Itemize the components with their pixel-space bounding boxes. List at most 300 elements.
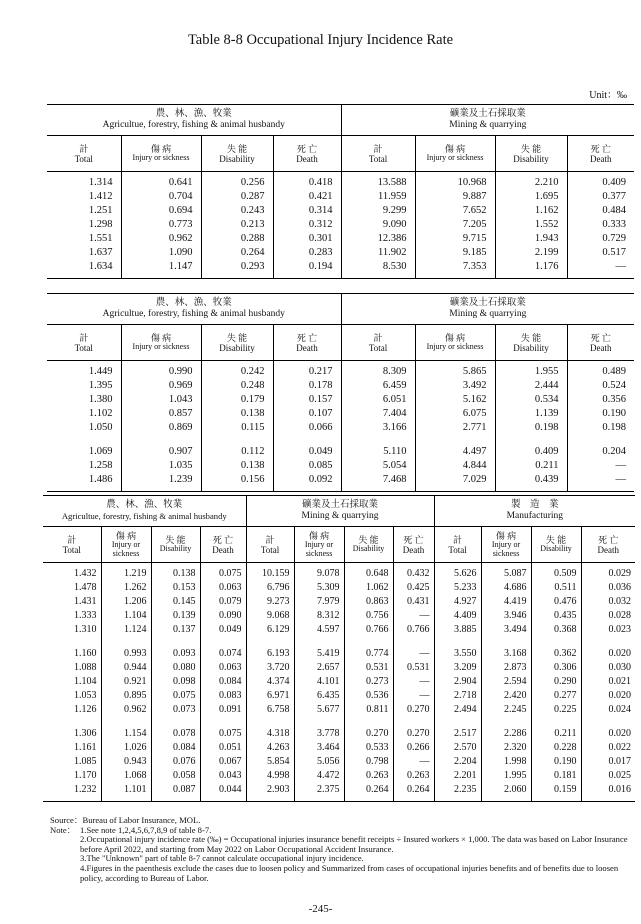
table-row xyxy=(47,445,634,459)
table-row xyxy=(43,689,635,703)
table-cell: 1.239 xyxy=(121,473,201,487)
table-cell: 3.464 xyxy=(294,741,344,755)
col-injury: 傷 病 Injury or sickness xyxy=(294,527,344,563)
table-cell: 1.995 xyxy=(481,769,531,783)
table-cell: 0.145 xyxy=(151,595,200,609)
table-cell: 1.251 xyxy=(88,205,113,216)
table-cell: 0.139 xyxy=(151,609,200,623)
table-cell: 0.264 xyxy=(393,783,434,797)
table-cell: 0.287 xyxy=(201,190,273,204)
table-cell: 2.060 xyxy=(481,783,531,797)
table-cell: 0.263 xyxy=(393,769,434,783)
table-cell: 0.290 xyxy=(531,675,581,689)
table-cell: 1.306 xyxy=(74,728,97,739)
table-row xyxy=(47,176,634,190)
table-cell: 2.494 xyxy=(434,703,481,717)
table-cell: 2.199 xyxy=(495,246,567,260)
table-cell: 0.756 xyxy=(344,609,393,623)
table-cell: 7.468 xyxy=(341,473,415,487)
table-row xyxy=(43,595,635,609)
table-cell: 4.374 xyxy=(246,675,294,689)
table-cell: 0.157 xyxy=(273,393,341,407)
table-cell: 1.298 xyxy=(88,219,113,230)
table-cell: 9.068 xyxy=(246,609,294,623)
table-cell: 1.053 xyxy=(74,690,97,701)
table-cell: 0.017 xyxy=(581,755,635,769)
table-cell: 6.075 xyxy=(415,407,495,421)
table-row xyxy=(47,365,634,379)
table-cell: 1.035 xyxy=(121,459,201,473)
table-section-2 xyxy=(47,293,634,492)
source-note: Source：Bureau of Labor Insurance, MOL. xyxy=(50,815,201,825)
page-number: -245- xyxy=(308,903,333,915)
table-cell: 1.101 xyxy=(101,783,151,797)
table-row xyxy=(43,703,635,717)
table-cell: 2.235 xyxy=(434,783,481,797)
table-cell: 0.198 xyxy=(567,421,634,435)
table-cell: 0.043 xyxy=(200,769,246,783)
table-cell: 0.067 xyxy=(200,755,246,769)
col-disability: 失 能 Disability xyxy=(344,527,393,563)
table-cell: 0.301 xyxy=(273,232,341,246)
table-cell: 5.054 xyxy=(341,459,415,473)
table-cell: 9.185 xyxy=(415,246,495,260)
col-injury: 傷 病 Injury or sickness xyxy=(121,325,201,361)
table-cell: 11.959 xyxy=(341,190,415,204)
table-cell: 0.729 xyxy=(567,232,634,246)
table-cell: 0.766 xyxy=(393,623,434,637)
col-disability: 失 能 Disability xyxy=(495,136,567,172)
table-cell: 2.286 xyxy=(481,727,531,741)
table-cell: 0.091 xyxy=(200,703,246,717)
table-cell: 0.863 xyxy=(344,595,393,609)
table-cell: 0.524 xyxy=(567,379,634,393)
table-cell: 0.051 xyxy=(200,741,246,755)
note-label: Note： xyxy=(50,824,76,835)
table-row xyxy=(43,755,635,769)
table-cell: 0.266 xyxy=(393,741,434,755)
table-cell: 9.090 xyxy=(341,218,415,232)
table-cell: 7.979 xyxy=(294,595,344,609)
table-cell: 1.551 xyxy=(88,233,113,244)
table-cell: 0.080 xyxy=(151,661,200,675)
table-cell: 5.865 xyxy=(415,365,495,379)
table-cell: 0.314 xyxy=(273,204,341,218)
table-cell: 4.497 xyxy=(415,445,495,459)
table-cell: 3.885 xyxy=(434,623,481,637)
table-cell: 8.530 xyxy=(341,260,415,274)
table-cell: 0.704 xyxy=(121,190,201,204)
col-total: 計 Total xyxy=(434,527,481,563)
table-cell: 0.962 xyxy=(101,703,151,717)
table-cell: 1.043 xyxy=(121,393,201,407)
table-cell: 3.720 xyxy=(246,661,294,675)
table-cell: 5.626 xyxy=(434,567,481,581)
table-cell: 6.129 xyxy=(246,623,294,637)
table-row xyxy=(43,741,635,755)
table-cell: 0.044 xyxy=(200,783,246,797)
table-cell: 0.204 xyxy=(567,445,634,459)
spacer-row xyxy=(43,717,635,727)
table-section-1 xyxy=(47,104,634,279)
table-cell: 0.063 xyxy=(200,661,246,675)
table-cell: 0.694 xyxy=(121,204,201,218)
table-cell: 0.270 xyxy=(393,703,434,717)
table-cell: 1.162 xyxy=(495,204,567,218)
table-cell: 0.087 xyxy=(151,783,200,797)
table-cell: 0.368 xyxy=(531,623,581,637)
table-cell: 5.087 xyxy=(481,567,531,581)
table-cell: 3.168 xyxy=(481,647,531,661)
table-cell: 13.588 xyxy=(341,176,415,190)
table-cell: 0.075 xyxy=(200,727,246,741)
table-cell: 1.380 xyxy=(88,394,113,405)
table-cell: 0.211 xyxy=(495,459,567,473)
spacer-row xyxy=(43,637,635,647)
table-cell: 7.205 xyxy=(415,218,495,232)
table-cell: 6.796 xyxy=(246,581,294,595)
table-cell: 0.533 xyxy=(344,741,393,755)
table-cell: 0.536 xyxy=(344,689,393,703)
table-cell: 0.198 xyxy=(495,421,567,435)
table-cell: 0.156 xyxy=(201,473,273,487)
table-cell: 0.074 xyxy=(200,647,246,661)
table-cell: 0.073 xyxy=(151,703,200,717)
table-cell: 1.262 xyxy=(101,581,151,595)
col-death: 死 亡 Death xyxy=(581,527,635,563)
table-cell: 6.971 xyxy=(246,689,294,703)
col-disability: 失 能 Disability xyxy=(531,527,581,563)
table-cell: 1.432 xyxy=(74,568,97,579)
table-cell: 0.431 xyxy=(393,595,434,609)
table-cell: 5.162 xyxy=(415,393,495,407)
table-row xyxy=(47,232,634,246)
table-cell: — xyxy=(393,647,434,661)
table-cell: 11.902 xyxy=(341,246,415,260)
table-cell: 0.962 xyxy=(121,232,201,246)
table-cell: 1.069 xyxy=(88,446,113,457)
table-cell: 2.210 xyxy=(495,176,567,190)
table-cell: 9.715 xyxy=(415,232,495,246)
table-cell: 0.036 xyxy=(581,581,635,595)
table-cell: 1.486 xyxy=(88,474,113,485)
table-cell: 9.273 xyxy=(246,595,294,609)
note-item: 4.Figures in the paenthesis exclude the cases due to loosen policy and Summarized from cases of occupational injuries benefits and of benefits due to loosen policy, according to Bureau of Labor. xyxy=(80,862,619,883)
table-cell: 0.306 xyxy=(531,661,581,675)
table-cell: 0.511 xyxy=(531,581,581,595)
table-cell: 0.377 xyxy=(567,190,634,204)
table-cell: 3.550 xyxy=(434,647,481,661)
table-cell: 1.160 xyxy=(74,648,97,659)
table-cell: 1.431 xyxy=(74,596,97,607)
table-cell: 3.166 xyxy=(341,421,415,435)
table-cell: 1.090 xyxy=(121,246,201,260)
table-cell: 0.242 xyxy=(201,365,273,379)
table-cell: 0.076 xyxy=(151,755,200,769)
table-cell: 0.256 xyxy=(201,176,273,190)
table-cell: 2.904 xyxy=(434,675,481,689)
table-cell: 2.517 xyxy=(434,727,481,741)
table-cell: 0.356 xyxy=(567,393,634,407)
table-cell: 5.419 xyxy=(294,647,344,661)
table-row xyxy=(43,727,635,741)
table-cell: 0.421 xyxy=(273,190,341,204)
table-cell: 1.170 xyxy=(74,770,97,781)
table-cell: 7.404 xyxy=(341,407,415,421)
table-cell: 0.181 xyxy=(531,769,581,783)
table-cell: 0.024 xyxy=(581,703,635,717)
table-cell: 6.435 xyxy=(294,689,344,703)
table-cell: 0.641 xyxy=(121,176,201,190)
table-cell: 0.362 xyxy=(531,647,581,661)
table-cell: 0.248 xyxy=(201,379,273,393)
table-cell: 0.021 xyxy=(581,675,635,689)
table-cell: 2.375 xyxy=(294,783,344,797)
col-disability: 失 能 Disability xyxy=(201,136,273,172)
table-cell: 7.029 xyxy=(415,473,495,487)
table-cell: — xyxy=(393,609,434,623)
table-cell: 0.022 xyxy=(581,741,635,755)
note-item: 1.See note 1,2,4,5,6,7,8,9 of table 8-7. xyxy=(80,824,212,835)
spacer-row xyxy=(43,797,635,802)
table-cell: 0.058 xyxy=(151,769,200,783)
table-cell: 1.154 xyxy=(101,727,151,741)
col-disability: 失 能 Disability xyxy=(201,325,273,361)
table-cell: 0.137 xyxy=(151,623,200,637)
table-row xyxy=(47,260,634,274)
col-total: 計 Total xyxy=(341,136,415,172)
table-row xyxy=(47,190,634,204)
table-cell: 1.333 xyxy=(74,610,97,621)
table-cell: 0.020 xyxy=(581,727,635,741)
table-cell: 10.159 xyxy=(246,567,294,581)
table-cell: 0.016 xyxy=(581,783,635,797)
col-death: 死 亡 Death xyxy=(567,325,634,361)
table-cell: 1.412 xyxy=(88,191,113,202)
table-cell: 0.293 xyxy=(201,260,273,274)
table-row xyxy=(47,459,634,473)
table-cell: 0.277 xyxy=(531,689,581,703)
table-cell: — xyxy=(567,473,634,487)
table-cell: 4.409 xyxy=(434,609,481,623)
table-cell: 0.990 xyxy=(121,365,201,379)
table-cell: 5.854 xyxy=(246,755,294,769)
table-cell: 2.201 xyxy=(434,769,481,783)
table-row xyxy=(43,581,635,595)
table-cell: 0.063 xyxy=(200,581,246,595)
col-death: 死 亡 Death xyxy=(200,527,246,563)
table-cell: 1.088 xyxy=(74,662,97,673)
table-cell: 0.066 xyxy=(273,421,341,435)
table-cell: 8.312 xyxy=(294,609,344,623)
table-cell: 0.084 xyxy=(151,741,200,755)
table-cell: 0.078 xyxy=(151,727,200,741)
table-cell: 5.233 xyxy=(434,581,481,595)
table-cell: 0.138 xyxy=(201,407,273,421)
table-cell: 2.245 xyxy=(481,703,531,717)
table-cell: 3.494 xyxy=(481,623,531,637)
table-cell: 2.444 xyxy=(495,379,567,393)
table-cell: 1.219 xyxy=(101,567,151,581)
table-cell: 0.439 xyxy=(495,473,567,487)
table-cell: — xyxy=(567,459,634,473)
table-cell: 0.798 xyxy=(344,755,393,769)
table-cell: 0.093 xyxy=(151,647,200,661)
table-cell: 0.264 xyxy=(201,246,273,260)
table-cell: 0.517 xyxy=(567,246,634,260)
note-item: 3.The "Unknown" part of table 8-7 cannot calculate occupational injury incidence. xyxy=(80,853,364,864)
table-cell: 4.472 xyxy=(294,769,344,783)
table-cell: 0.085 xyxy=(273,459,341,473)
table-row xyxy=(43,661,635,675)
note-item: 2.Occupational injury incidence rate (‰) = Occupational injuries insurance benefit receipts ÷ Insured workers × 1,000. The data was based on Labor Insurance before April 2022, and starting from May 2022 on Labor Occupational Accident Insurance. xyxy=(80,834,628,854)
table-cell: 0.107 xyxy=(273,407,341,421)
table-cell: 0.969 xyxy=(121,379,201,393)
table-cell: 6.193 xyxy=(246,647,294,661)
table-row xyxy=(43,609,635,623)
table-cell: 0.190 xyxy=(567,407,634,421)
group-header-mining: 礦業及土石採取業 Mining & quarrying xyxy=(341,105,634,136)
table-cell: 3.946 xyxy=(481,609,531,623)
table-cell: 0.418 xyxy=(273,176,341,190)
table-row xyxy=(47,246,634,260)
table-cell: 7.353 xyxy=(415,260,495,274)
col-injury: 傷 病 Injury or sickness xyxy=(101,527,151,563)
table-cell: 1.104 xyxy=(74,676,97,687)
spacer-row xyxy=(47,487,634,492)
table-cell: 8.309 xyxy=(341,365,415,379)
table-cell: 0.028 xyxy=(581,609,635,623)
table-cell: 5.110 xyxy=(341,445,415,459)
table-cell: 5.309 xyxy=(294,581,344,595)
table-cell: 0.895 xyxy=(101,689,151,703)
group-header-agriculture: 農、林、漁、牧業 Agricultue, forestry, fishing & animal husbandy xyxy=(43,496,246,527)
table-cell: 0.409 xyxy=(495,445,567,459)
table-cell: 0.075 xyxy=(151,689,200,703)
table-cell: 1.062 xyxy=(344,581,393,595)
col-death: 死 亡 Death xyxy=(393,527,434,563)
table-cell: 4.101 xyxy=(294,675,344,689)
table-cell: 1.102 xyxy=(88,408,113,419)
table-cell: 0.766 xyxy=(344,623,393,637)
table-cell: 0.270 xyxy=(393,727,434,741)
table-cell: 0.425 xyxy=(393,581,434,595)
table-row xyxy=(47,393,634,407)
table-cell: 2.570 xyxy=(434,741,481,755)
table-cell: 0.476 xyxy=(531,595,581,609)
table-cell: 0.489 xyxy=(567,365,634,379)
table-cell: 2.771 xyxy=(415,421,495,435)
table-cell: 0.264 xyxy=(344,783,393,797)
col-injury: 傷 病 Injury or sickness xyxy=(415,325,495,361)
table-row xyxy=(43,783,635,797)
table-row xyxy=(43,769,635,783)
table-cell: 6.459 xyxy=(341,379,415,393)
table-cell: 0.032 xyxy=(581,595,635,609)
table-row xyxy=(47,407,634,421)
table-cell: 7.652 xyxy=(415,204,495,218)
group-header-agriculture: 農、林、漁、牧業 Agricultue, forestry, fishing & animal husbandy xyxy=(47,105,341,136)
table-cell: 0.190 xyxy=(531,755,581,769)
col-disability: 失 能 Disability xyxy=(151,527,200,563)
table-cell: 4.318 xyxy=(246,727,294,741)
table-cell: 0.993 xyxy=(101,647,151,661)
table-cell: 0.312 xyxy=(273,218,341,232)
col-death: 死 亡 Death xyxy=(273,325,341,361)
table-cell: 0.075 xyxy=(200,567,246,581)
table-cell: 5.056 xyxy=(294,755,344,769)
table-cell: 1.176 xyxy=(495,260,567,274)
table-cell: 2.320 xyxy=(481,741,531,755)
table-cell: 2.594 xyxy=(481,675,531,689)
table-row xyxy=(47,218,634,232)
col-disability: 失 能 Disability xyxy=(495,325,567,361)
table-cell: 3.778 xyxy=(294,727,344,741)
table-cell: 1.126 xyxy=(74,704,97,715)
table-cell: 6.051 xyxy=(341,393,415,407)
table-row xyxy=(47,379,634,393)
table-cell: 0.531 xyxy=(393,661,434,675)
table-cell: 2.420 xyxy=(481,689,531,703)
table-cell: 0.243 xyxy=(201,204,273,218)
table-cell: 1.139 xyxy=(495,407,567,421)
table-cell: 0.484 xyxy=(567,204,634,218)
table-cell: 0.153 xyxy=(151,581,200,595)
table-cell: 0.083 xyxy=(200,689,246,703)
group-header-manufacturing: 製 造 業 Manufacturing xyxy=(434,496,635,527)
table-cell: 1.637 xyxy=(88,247,113,258)
table-cell: 0.090 xyxy=(200,609,246,623)
table-cell: 0.029 xyxy=(581,567,635,581)
table-row xyxy=(43,567,635,581)
col-total: 計 Total xyxy=(74,143,93,164)
table-cell: 6.758 xyxy=(246,703,294,717)
table-cell: 0.333 xyxy=(567,218,634,232)
spacer-row xyxy=(47,274,634,279)
table-cell: 0.217 xyxy=(273,365,341,379)
table-cell: 0.030 xyxy=(581,661,635,675)
col-injury: 傷 病 Injury or sickness xyxy=(415,136,495,172)
table-cell: 0.225 xyxy=(531,703,581,717)
table-cell: 0.921 xyxy=(101,675,151,689)
table-cell: 0.213 xyxy=(201,218,273,232)
table-cell: 0.270 xyxy=(344,727,393,741)
table-cell: 0.774 xyxy=(344,647,393,661)
spacer-row xyxy=(47,435,634,445)
table-cell: — xyxy=(393,675,434,689)
table-cell: 0.049 xyxy=(273,445,341,459)
table-cell: — xyxy=(567,260,634,274)
table-cell: 3.492 xyxy=(415,379,495,393)
table-cell: 1.050 xyxy=(88,422,113,433)
table-cell: 0.211 xyxy=(531,727,581,741)
col-death: 死 亡 Death xyxy=(273,136,341,172)
table-cell: — xyxy=(393,689,434,703)
table-cell: 1.124 xyxy=(101,623,151,637)
table-cell: 1.147 xyxy=(121,260,201,274)
table-cell: 0.531 xyxy=(344,661,393,675)
col-total: 計 Total xyxy=(246,527,294,563)
table-cell: 1.085 xyxy=(74,756,97,767)
table-cell: 2.718 xyxy=(434,689,481,703)
table-section-3 xyxy=(43,495,635,802)
table-cell: 1.998 xyxy=(481,755,531,769)
table-cell: 4.597 xyxy=(294,623,344,637)
group-header-mining: 礦業及土石採取業 Mining & quarrying xyxy=(341,294,634,325)
table-cell: 4.927 xyxy=(434,595,481,609)
table-cell: 1.943 xyxy=(495,232,567,246)
table-cell: 0.907 xyxy=(121,445,201,459)
